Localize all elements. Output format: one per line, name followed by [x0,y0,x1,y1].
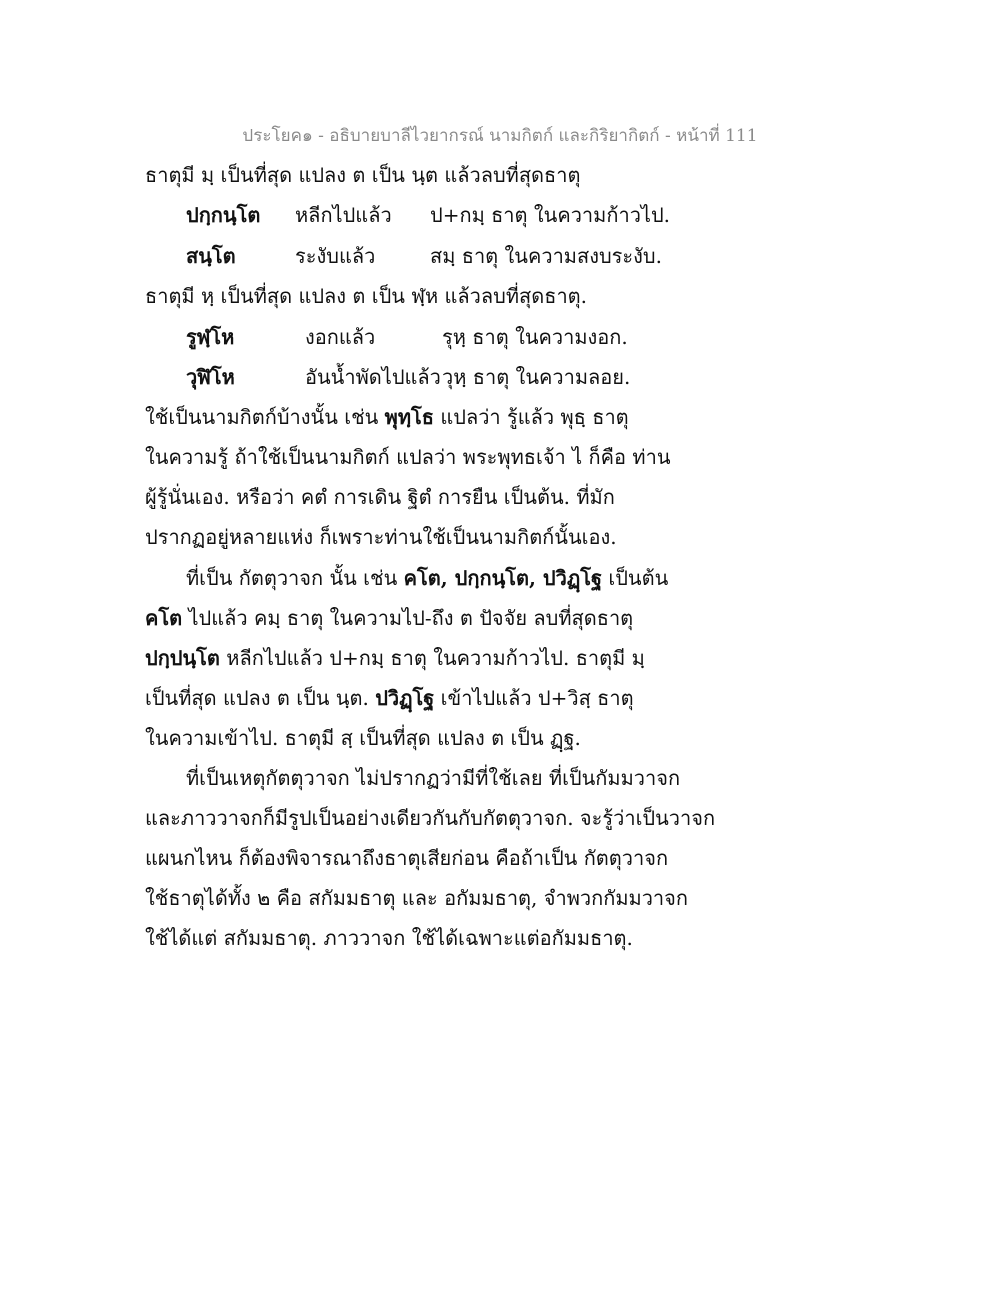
text-segment: เป็นที่สุด แปลง ต เป็น นฺต. [145,686,376,710]
text-line: ใช้ธาตุได้ทั้ง ๒ คือ สกัมมธาตุ และ อกัมมธาตุ, จำพวกกัมมวาจก [145,886,688,910]
pali-term: พุทฺโธ [384,405,434,429]
entry-word: รูฬฺโห [186,325,235,349]
text-line: และภาววาจกก็มีรูปเป็นอย่างเดียวกันกับกัตตุวาจก. จะรู้ว่าเป็นวาจก [145,806,716,830]
text-segment: เข้าไปแล้ว ป+วิสฺ ธาตุ [434,686,634,710]
text-line: ธาตุมี หฺ เป็นที่สุด แปลง ต เป็น ฬฺห แล้วลบที่สุดธาตุ. [145,284,588,308]
text-line: ธาตุมี มฺ เป็นที่สุด แปลง ต เป็น นฺต แล้วลบที่สุดธาตุ [145,163,581,187]
text-line [145,638,645,678]
text-line: ใช้ได้แต่ สกัมมธาตุ. ภาววาจก ใช้ได้เฉพาะแต่อกัมมธาตุ. [145,926,633,950]
text-line: แผนกไหน ก็ต้องพิจารณาถึงธาตุเสียก่อน คือถ้าเป็น กัตตุวาจก [145,846,669,870]
text-segment: ที่เป็น กัตตุวาจก นั้น เช่น [186,566,404,590]
text-line: ผู้รู้นั่นเอง. หรือว่า คตํ การเดิน ฐิตํ การยืน เป็นต้น. ที่มัก [145,485,615,509]
pali-term: คโต [145,606,183,630]
text-line: ปรากฏอยู่หลายแห่ง ก็เพราะท่านใช้เป็นนามกิตก์นั้นเอง. [145,525,617,549]
entry-word: วุฬิโห [186,365,235,389]
entry-word: สนฺโต [186,244,236,268]
entry-root: วุหฺ ธาตุ ในความลอย. [442,365,631,389]
text-line: ในความเข้าไป. ธาตุมี สฺ เป็นที่สุด แปลง ต เป็น ฏฺฐ. [145,726,581,750]
text-line [145,397,629,437]
text-line: ที่เป็นเหตุกัตตุวาจก ไม่ปรากฏว่ามีที่ใช้เลย ที่เป็นกัมมวาจก [186,766,681,790]
entry-meaning: งอกแล้ว [305,325,376,349]
text-line [145,678,634,718]
text-line [145,598,633,638]
text-segment: ไปแล้ว คมฺ ธาตุ ในความไป-ถึง ต ปัจจัย ลบที่สุดธาตุ [182,606,634,630]
text-segment: หลีกไปแล้ว ป+กมฺ ธาตุ ในความก้าวไป. ธาตุมี มฺ [219,646,645,670]
entry-root: ป+กมฺ ธาตุ ในความก้าวไป. [430,203,671,227]
entry-root: รุหฺ ธาตุ ในความงอก. [442,325,628,349]
entry-word: ปกฺกนฺโต [186,203,261,227]
text-segment: ใช้เป็นนามกิตก์บ้างนั้น เช่น [145,405,385,429]
text-line: ในความรู้ ถ้าใช้เป็นนามกิตก์ แปลว่า พระพุทธเจ้า ไ ก็คือ ท่าน [145,445,671,469]
entry-root: สมฺ ธาตุ ในความสงบระงับ. [430,244,662,268]
page-header: ประโยค๑ - อธิบายบาลีไวยากรณ์ นามกิตก์ และกิริยากิตก์ - หน้าที่ 111 [242,126,758,146]
entry-meaning: ระงับแล้ว [295,244,376,268]
text-segment: แปลว่า รู้แล้ว พุธฺ ธาตุ [434,405,629,429]
entry-meaning: หลีกไปแล้ว [295,203,392,227]
pali-term: ปกฺปนฺโต [145,646,220,670]
pali-term: ปวิฏฺโฐ [375,686,435,710]
entry-meaning: อันน้ำพัดไปแล้ว [305,365,441,389]
text-line [186,558,668,598]
pali-term: คโต, ปกฺกนฺโต, ปวิฏฺโฐ [403,566,603,590]
text-segment: เป็นต้น [602,566,669,590]
